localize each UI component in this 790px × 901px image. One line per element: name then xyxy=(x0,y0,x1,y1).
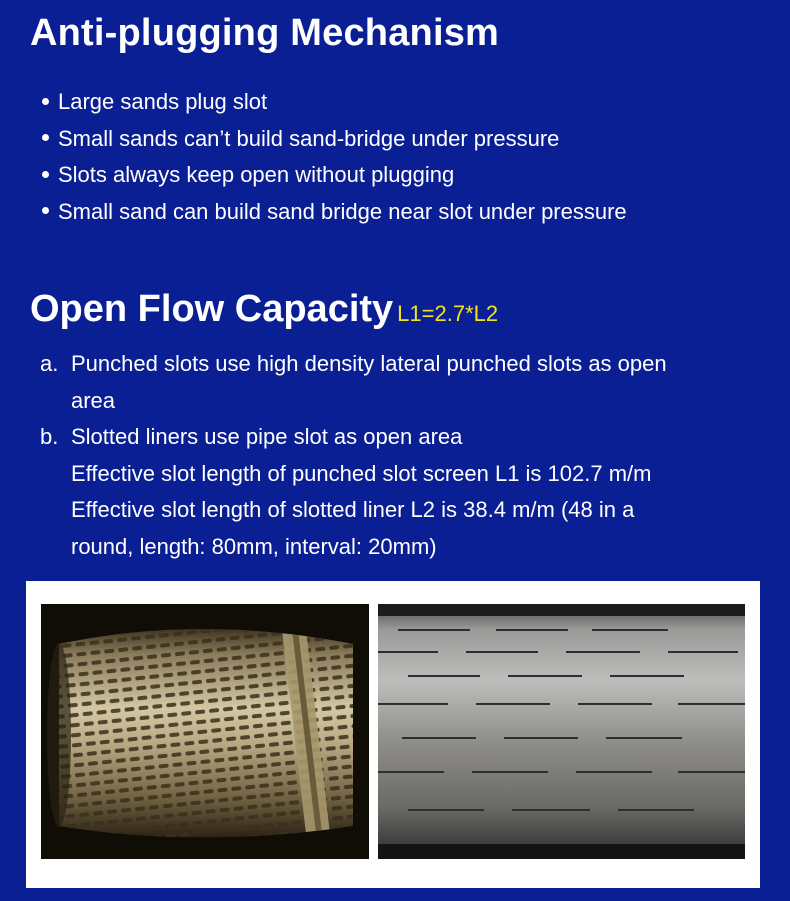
list-item: Slots always keep open without plugging xyxy=(42,157,627,194)
bullet-icon xyxy=(42,98,49,105)
list-item: a. Punched slots use high density lateral punched slots as open xyxy=(40,346,760,383)
list-item: Small sand can build sand bridge near slot under pressure xyxy=(42,194,627,231)
bullet-icon xyxy=(42,171,49,178)
open-flow-title xyxy=(30,288,498,331)
list-item: Small sands can’t build sand-bridge under pressure xyxy=(42,121,627,158)
list-item: Large sands plug slot xyxy=(42,84,627,121)
list-item-continuation: Effective slot length of punched slot screen L1 is 102.7 m/m xyxy=(71,460,652,486)
list-item: b. Slotted liners use pipe slot as open area xyxy=(40,419,760,456)
bullet-icon xyxy=(42,134,49,141)
list-item-continuation: round, length: 80mm, interval: 20mm) xyxy=(71,533,437,559)
punched-slot-screen-photo xyxy=(41,604,369,859)
open-flow-heading: Open Flow Capacity xyxy=(30,288,394,330)
ratio-formula: L1=2.7*L2 xyxy=(397,301,499,326)
open-flow-list xyxy=(40,346,760,565)
list-item-continuation: Effective slot length of slotted liner L2 is 38.4 m/m (48 in a xyxy=(71,497,635,522)
slotted-liner-photo xyxy=(378,604,745,859)
bullet-icon xyxy=(42,207,49,214)
item-marker: b. xyxy=(40,424,59,449)
list-item-continuation: area xyxy=(71,387,116,413)
photo-panel xyxy=(26,581,760,888)
anti-plugging-title: Anti-plugging Mechanism xyxy=(30,12,500,54)
anti-plugging-list xyxy=(42,84,627,230)
item-marker: a. xyxy=(40,351,59,376)
